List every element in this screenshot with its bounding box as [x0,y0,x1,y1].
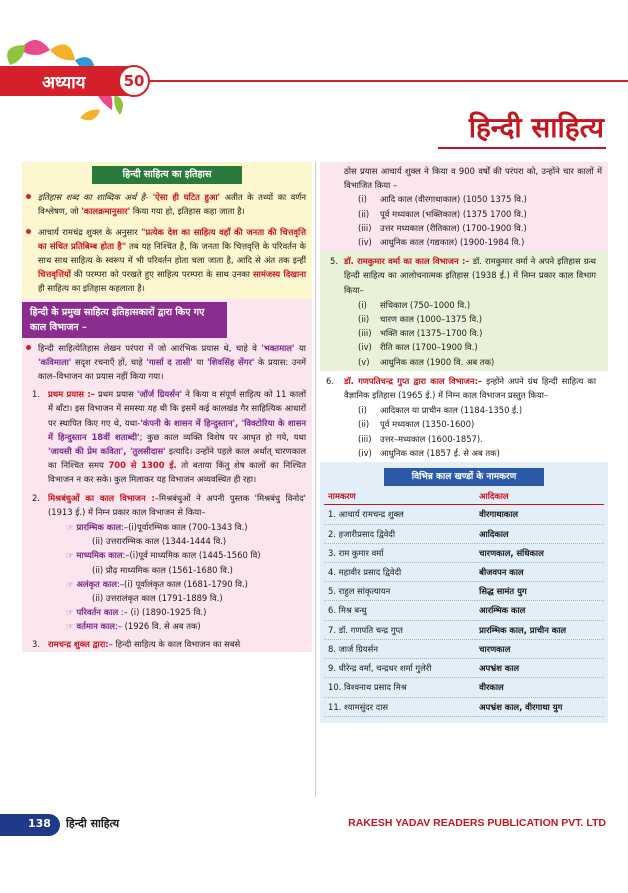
table-cell-adikal: अपभ्रंश काल, वीरगाथा युग [475,697,604,716]
list-item [358,326,602,340]
shukla-intro: ठोस प्रयास आचार्य शुक्ल ने किया व 900 वर्षों की परंपरा को, उन्होंने चार कालों में विभाजित किया – [344,166,602,191]
list-item-number: (ii) [358,208,370,219]
table-cell-naming: 4. महावीर प्रसाद द्विवेदी [324,563,475,582]
table-cell-naming: 5. राहुल सांकृत्यायन [324,582,475,601]
verma-period-list [326,298,602,369]
list-item-text: आदिकाल या प्राचीन काल (1184-1350 ई.) [380,405,523,416]
table-cell-adikal: वीरगाथाकाल [475,505,604,524]
period-madhyamik-sub: (ii) प्रौढ़ माध्यमिक काल (1561-1680 वि.) [92,564,233,575]
table-cell-naming: 8. जार्ज ग्रियर्सन [324,639,475,658]
table-row [324,524,604,543]
table-cell-adikal: प्रारम्भिक काल, प्राचीन काल [475,620,604,639]
table-cell-naming: 10. विश्वनाथ प्रसाद मिश्र [324,678,475,697]
list-item-number: (iv) [358,342,372,353]
table-cell-adikal: चारणकाल [475,639,604,658]
list-item-number: (i) [358,405,367,416]
list-item [358,221,602,235]
list-item-text: आधुनिक काल (1857 ई. से अब तक) [380,447,500,458]
table-row [324,620,604,639]
paragraph-shukla-definition: आचार्य रामचंद्र शुक्ल के अनुसार "प्रत्येक देश का साहित्य वहाँ की जनता की चित्तवृत्ति का संचित प्रतिबिम्ब होता है" तब यह निश्चित है, कि जनता कि चित्तवृत्ति के परिवर्तन के साथ साथ साहित्य के स्वरूप में भी परिवर्तन होता चला जाता है, आदि से अंत तक इन्हीं चित्तवृत्तियों की परम्परा को परखते हुए साहित्य परम्परा के साथ उनका सामंजस्य दिखाना ही साहित्य का इतिहास कहलाता है। [22,222,312,299]
period-madhyamik: ☞ माध्यमिक काल:–(i)पूर्व माध्यमिक काल (1445-1560 वि) [66,550,261,561]
pointing-hand-icon: ☞ [66,550,74,561]
list-item [358,432,602,446]
list-item [358,235,602,249]
pointing-hand-icon: ☞ [66,522,74,533]
period-prarambhik-sub: (ii) उत्तरारम्भिक काल (1344-1444 वि.) [92,536,227,547]
list-item-text: पूर्व मध्यकाल (1350-1600) [380,419,475,430]
section-heading-historians: हिन्दी के प्रमुख साहित्य इतिहासकारों द्वारा किए गए काल विभाजन – [22,302,227,338]
table-cell-naming: 1. आचार्य रामचन्द्र शुक्ल [324,505,475,524]
table-cell-adikal: बीजवपन काल [475,563,604,582]
table-row [324,659,604,678]
table-cell-naming: 9. धीरेन्द्र वर्मा, चन्द्रधर शर्मा गुलेरी [324,659,475,678]
shukla-continuation [320,162,608,251]
bullet-icon [26,229,31,234]
table-cell-naming: 11. श्यामसुंदर दास [324,697,475,716]
list-item-text: आदि काल (वीरगाथाकाल) (1050 1375 वि.) [380,194,527,205]
table-cell-adikal: अपभ्रंश काल [475,659,604,678]
paragraph-history-meaning: इतिहास शब्द का शाब्दिक अर्थ है- 'ऐसा ही घटित हुआ' अतीत के तथ्यों का वर्णन विश्लेषण, जो 'कालक्रमानुसार' किया गया हो, इतिहास कहा जाता है। [22,187,312,221]
list-item-mishrabandhu: 2. मिश्रबंधुओं का काल विभाजन :–मिश्रबंधुओं ने अपनी पुस्तक 'मिश्रबंधु विनोद' (1913 ई.) में निम्न प्रकार काल विभाजन से किया– [32,492,306,517]
list-item [358,298,602,312]
section-heading-history: हिन्दी साहित्य का इतिहास [92,166,242,184]
list-item [358,417,602,431]
left-column [22,162,312,802]
naming-table [324,488,604,716]
table-cell-adikal: वीरकाल [475,678,604,697]
pointing-hand-icon: ☞ [66,607,74,618]
list-item-number: (iii) [358,328,372,339]
list-item-number: (iii) [358,222,372,233]
list-item [358,192,602,206]
list-item-text: उत्तर मध्यकाल (रीतिकाल) (1700-1900 वि.) [380,222,527,233]
table-row [324,543,604,562]
list-item-number: (iv) [358,447,372,458]
list-item-number: (iv) [358,237,372,248]
naming-table-title: विभिन्न काल खण्डों के नामकरण [384,468,544,486]
chapter-label: अध्याय [42,73,86,93]
list-item-grierson: 1. प्रथम प्रयास :– प्रथम प्रयास 'जॉर्ज ग्रियर्सन' ने किया व संपूर्ण साहित्य को 11 कालों में बाँटा। इस विभाजन में समस्या यह थी कि इसमें कई कालखंड गैर साहित्यिक आधारों पर स्थापित किए गए थे, यथा-'कंपनी के शासन में हिन्दुस्तान', 'विक्टोरिया के शासन में हिन्दुस्तान 18वीं शताब्दी'; कुछ काल व्यक्ति विशेष पर आधृत हो गये, यथा 'जायसी की प्रेम कविता', 'तुलसीदास' इत्यादि। उन्होंने पहले काल अर्थात् चारणकाल का निश्चित समय 700 से 1300 ई. तो बताया किंतु शेष कालों का निश्चित विभाजन न कर सके। कुल मिलाकर यह विभाजन अव्यवस्थित ही रहा। [32,389,306,485]
list-item-number: (iii) [358,433,372,444]
table-cell-adikal: चारणकाल, संधिकाल [475,543,604,562]
list-item-gupt: 6. डॉ. गणपतिचन्द्र गुप्त द्वारा काल विभाजन:– इन्होंने अपने ग्रंथ हिन्दी साहित्य का वैज्ञानिक इतिहास (1965 ई.) में निम्न काल विभाजन प्रस्तुत किया– [326,375,596,401]
table-header-naming: नामकरण [324,488,475,505]
table-row [324,563,604,582]
history-section [22,162,312,299]
table-row [324,505,604,524]
list-item-number: (v) [358,356,370,367]
table-cell-naming: 2. हजारीप्रसाद द्विवेदी [324,524,475,543]
naming-table-section [320,462,608,723]
gupt-period-list [326,403,602,460]
title-underline [438,147,606,149]
bullet-icon [26,345,31,350]
list-item-number: (i) [358,194,367,205]
table-row [324,639,604,658]
pointing-hand-icon: ☞ [66,578,74,589]
table-row [324,697,604,716]
period-vartaman: ☞ वर्तमान काल:– (1926 वि. से अब तक) [66,621,201,632]
page-title: हिन्दी साहित्य [468,111,604,144]
header-rule [148,80,628,82]
period-parivartan: ☞ परिवर्तन काल :– (i) (1890-1925 वि.) [66,607,207,618]
period-prarambhik: ☞ प्रारम्भिक काल:–(i)पूर्वारम्भिक काल (700-1343 वि.) [66,522,248,533]
table-header-adikal: आदिकाल [475,488,604,505]
right-column [320,162,608,802]
chapter-number-badge: 50 [118,65,150,97]
column-divider [315,162,316,797]
table-cell-adikal: सिद्ध सामंत युग [475,582,604,601]
table-row [324,582,604,601]
list-item [358,340,602,354]
list-item-text: संधिकाल (750–1000 वि.) [380,299,471,310]
table-row [324,601,604,620]
shukla-period-list [326,192,602,249]
page-number: 138 [28,817,51,830]
table-cell-adikal: आदिकाल [475,524,604,543]
list-item-number: (i) [358,299,367,310]
bullet-icon [26,194,31,199]
period-alankrit: ☞ अलंकृत काल:–(i) पूर्वालंकृत काल (1681-1790 वि.) [66,578,248,589]
list-item-text: उत्तर–मध्यकाल (1600-1857). [380,433,483,444]
table-cell-adikal: आरम्भिक काल [475,601,604,620]
table-cell-naming: 6. मिश्र बन्धु [324,601,475,620]
paragraph-early-attempts: हिन्दी साहित्येतिहास लेखन परंपरा में जो आरंभिक प्रयास थे, चाहे वे 'भक्तमाल' या 'कविमाला' सदृश रचनाएँ हों, चाहे 'गार्सा द तासी' या 'शिवसिंह सेंगर' के प्रयास: उनमें काल–विभाजन का प्रयास नहीं किया गया। [22,338,312,387]
list-item-text: चारण काल (1000–1375 वि.) [380,314,483,325]
table-cell-naming: 3. राम कुमार वर्मा [324,543,475,562]
list-item [358,312,602,326]
list-item-number: (ii) [358,314,370,325]
list-item-text: भक्ति काल (1375–1700 वि.) [380,328,483,339]
gupt-section [320,371,608,462]
period-alankrit-sub: (ii) उत्तरालंकृत काल (1791-1889 वि.) [92,593,223,604]
list-item-shukla: 3. रामचन्द्र शुक्ल द्वारा:– हिन्दी साहित्य के काल विभाजन का सबसे [32,638,241,649]
list-item-text: आधुनिक काल (गद्यकाल) (1900-1984 वि.) [380,237,525,248]
list-item [358,446,602,460]
table-header-row [324,488,604,505]
list-item [358,207,602,221]
table-row [324,678,604,697]
pointing-hand-icon: ☞ [66,621,74,632]
table-cell-naming: 7. डॉ. गणपति चन्द्र गुप्त [324,620,475,639]
footer-publisher: RAKESH YADAV READERS PUBLICATION PVT. LTD [348,817,606,829]
footer-book-title: हिन्दी साहित्य [66,817,120,830]
verma-section [320,251,608,371]
list-item-text: रीति काल (1700–1900 वि.) [380,342,478,353]
list-item-text: पूर्व मध्यकाल (भक्तिकाल) (1375 1700 वि.) [380,208,527,219]
list-item-verma: 5. डॉ. रामकुमार वर्मा का काल विभाजन :– डॉ. रामकुमार वर्मा ने अपने इतिहास ग्रन्थ हिन्दी साहित्य का आलोचनात्मक इतिहास (1938 ई.) में निम्न प्रकार काल विभाग किया– [330,256,596,295]
list-item [358,355,602,369]
naming-table-body [324,505,604,716]
historians-section [22,299,312,652]
list-item-text: आधुनिक काल (1900 वि. अब तक) [380,356,495,367]
list-item [358,403,602,417]
list-item-number: (ii) [358,419,370,430]
